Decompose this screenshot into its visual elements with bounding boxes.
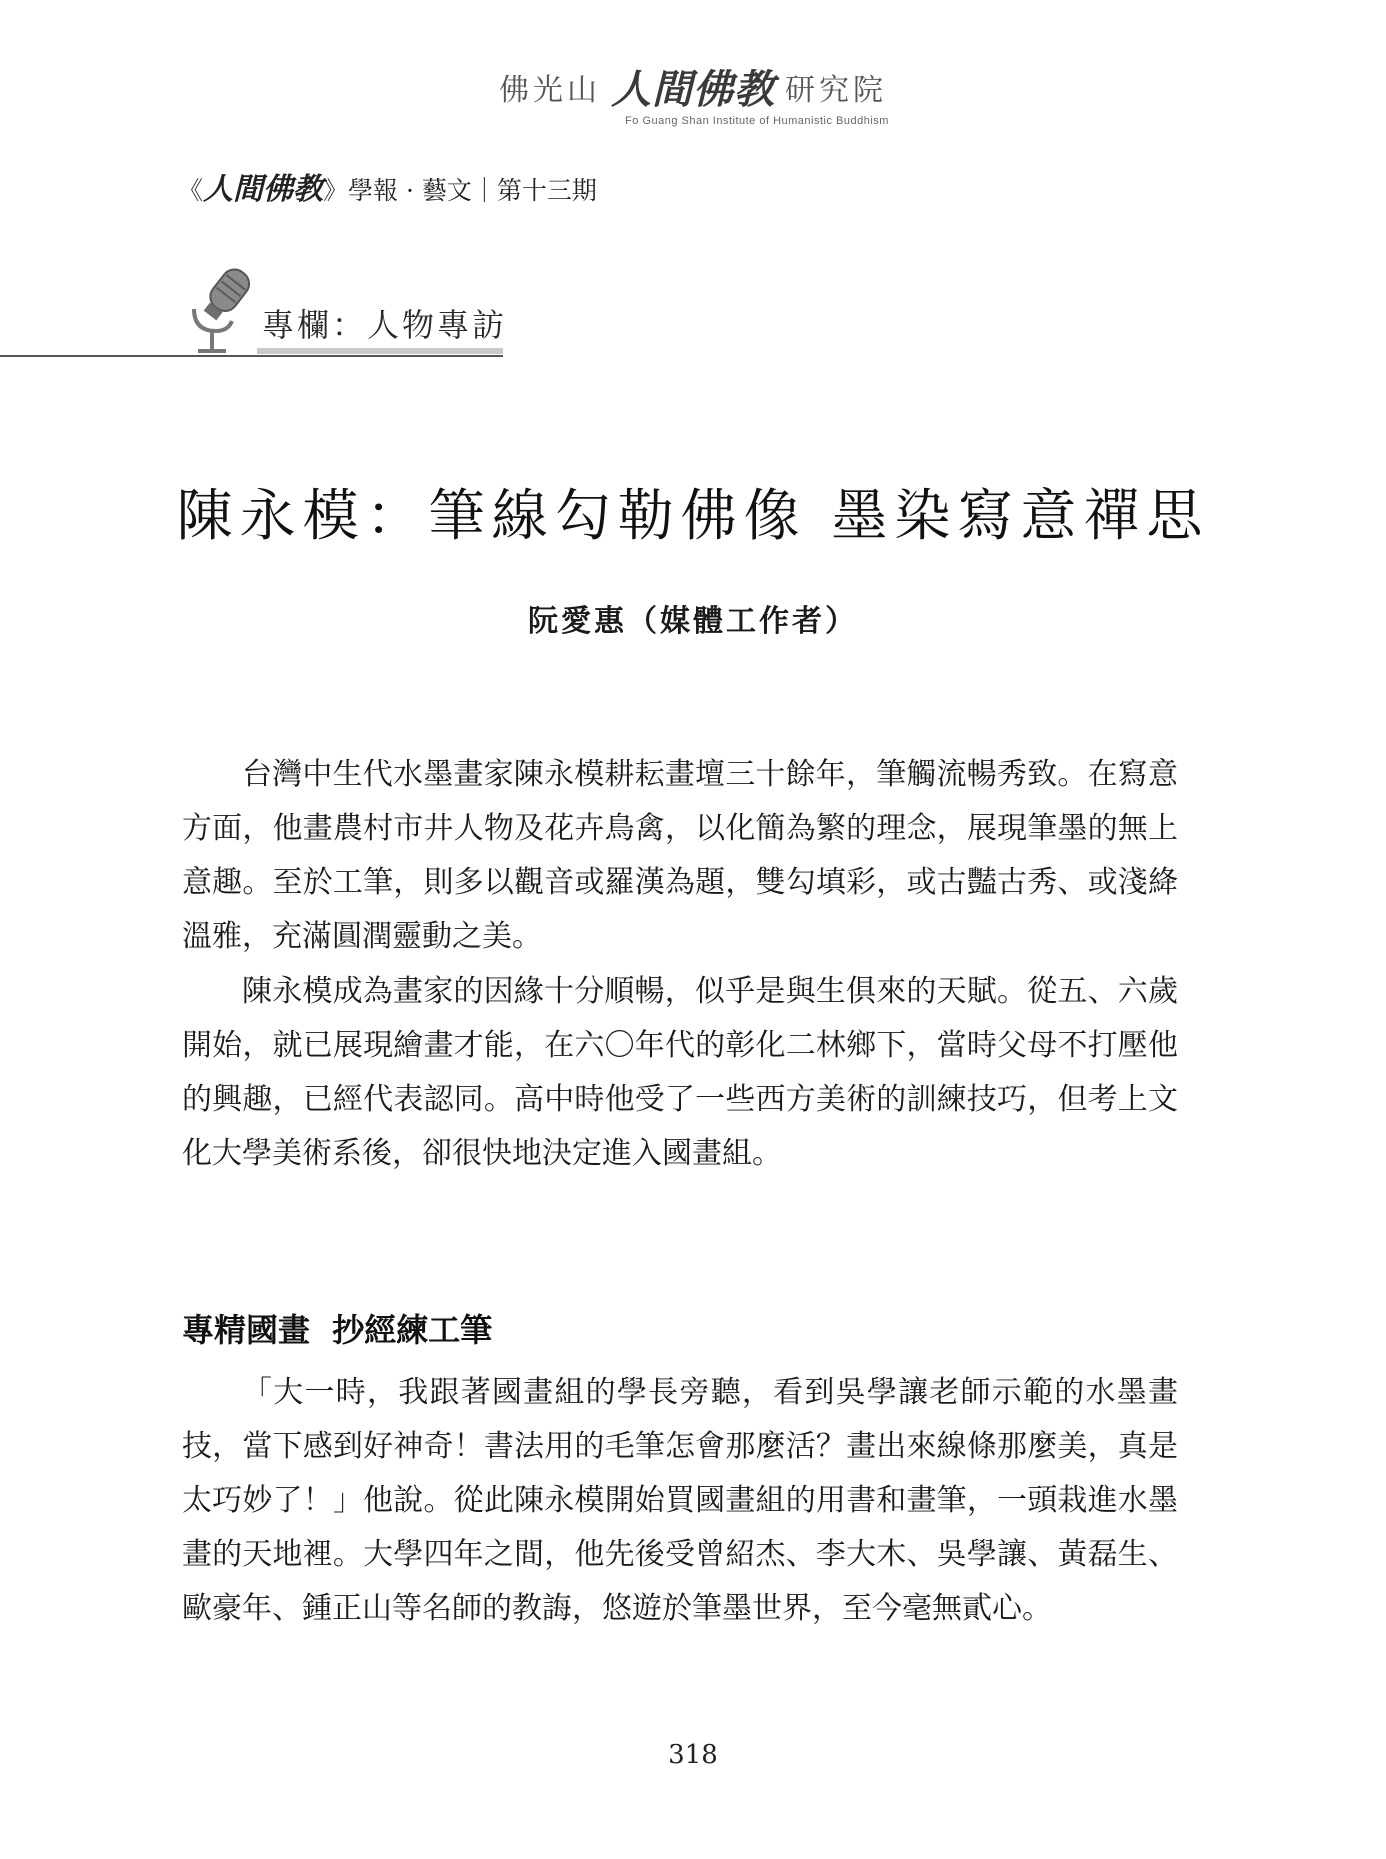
body-paragraph-1: 台灣中生代水墨畫家陳永模耕耘畫壇三十餘年，筆觸流暢秀致。在寫意方面，他畫農村市井人物及花卉鳥禽，以化簡為繁的理念，展現筆墨的無上意趣。至於工筆，則多以觀音或羅漢為題，雙勾填彩，或古豔古秀、或淺絳溫雅，充滿圓潤靈動之美。	[182, 757, 1178, 954]
institute-english-name: Fo Guang Shan Institute of Humanistic Buddhism	[625, 115, 889, 127]
institute-name-left: 佛光山	[499, 72, 601, 108]
column-rule	[0, 355, 503, 357]
microphone-icon	[182, 265, 260, 355]
section-heading: 專精國畫 抄經練工筆	[182, 1311, 493, 1349]
journal-open-bracket: 《	[178, 176, 204, 205]
article-author: 阮愛惠（媒體工作者）	[528, 604, 858, 639]
institute-name	[499, 58, 887, 115]
column-title: 專欄：人物專訪	[262, 306, 508, 344]
article-title: 陳永模：筆線勾勒佛像 墨染寫意禪思	[176, 484, 1210, 549]
journal-line	[178, 164, 597, 208]
institute-name-right: 研究院	[785, 72, 887, 108]
body-paragraph-3: 「大一時，我跟著國畫組的學長旁聽，看到吳學讓老師示範的水墨畫技，當下感到好神奇！書法用的毛筆怎會那麼活？畫出來線條那麼美，真是太巧妙了！」他說。從此陳永模開始買國畫組的用書和畫筆，一頭栽進水墨畫的天地裡。大學四年之間，他先後受曾紹杰、李大木、吳學讓、黃磊生、歐豪年、鍾正山等名師的教誨，悠遊於筆墨世界，至今毫無貳心。	[182, 1375, 1178, 1626]
institute-header	[0, 58, 1386, 127]
journal-logo: 人間佛教	[203, 172, 324, 207]
body-paragraph-2: 陳永模成為畫家的因緣十分順暢，似乎是與生俱來的天賦。從五、六歲開始，就已展現繪畫才能，在六〇年代的彰化二林鄉下，當時父母不打壓他的興趣，已經代表認同。高中時他受了一些西方美術的訓練技巧，但考上文化大學美術系後，卻很快地決定進入國畫組。	[182, 974, 1178, 1171]
journal-issue: 》學報 · 藝文｜第十三期	[323, 176, 597, 205]
page-number: 318	[668, 1740, 718, 1770]
institute-logo: 人間佛教	[611, 66, 775, 113]
column-underline	[257, 348, 503, 354]
